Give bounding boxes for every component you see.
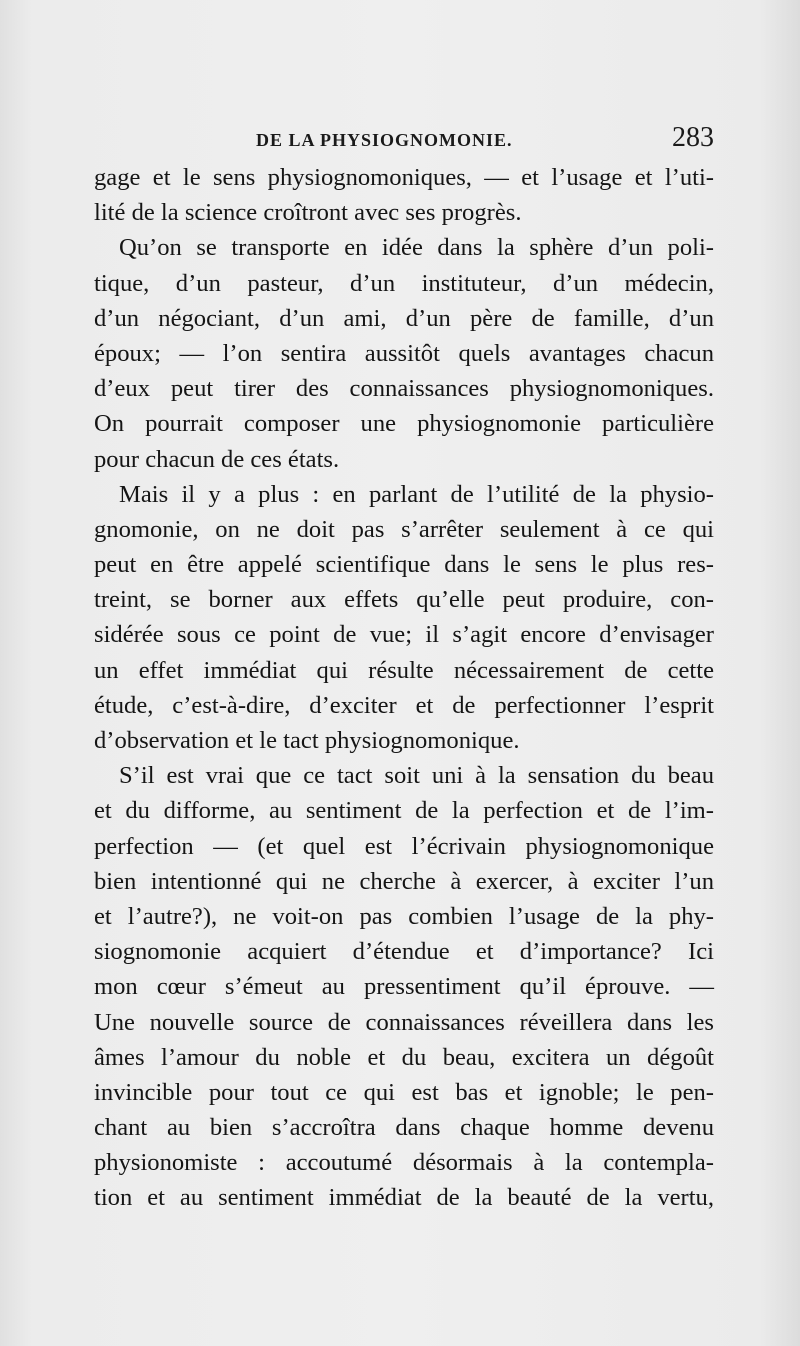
text-line: d’observation et le tact physiognomonique. [94,727,520,754]
text-line: physionomiste : accoutumé désormais à la contempla- [94,1149,714,1177]
text-line: sidérée sous ce point de vue; il s’agit encore d’envisager [94,621,714,649]
text-line: et du difforme, au sentiment de la perfection et de l’im- [94,797,714,825]
text-line: chant au bien s’accroîtra dans chaque homme devenu [94,1114,714,1142]
text-line: tion et au sentiment immédiat de la beauté de la vertu, [94,1184,714,1212]
running-title: DE LA PHYSIOGNOMONIE. [256,130,513,150]
text-line: étude, c’est-à-dire, d’exciter et de perfectionner l’esprit [94,691,714,719]
text-line: bien intentionné qui ne cherche à exercer, à exciter l’un [94,867,714,895]
text-line: treint, se borner aux effets qu’elle peut produire, con- [94,586,714,614]
text-line: d’eux peut tirer des connaissances physiognomoniques. [94,375,714,403]
text-line: un effet immédiat qui résulte nécessairement de cette [94,656,714,684]
text-line: peut en être appelé scientifique dans le sens le plus res- [94,551,714,579]
text-line: d’un négociant, d’un ami, d’un père de famille, d’un [94,304,714,332]
text-line: Qu’on se transporte en idée dans la sphère d’un poli- [119,234,714,262]
text-line: Une nouvelle source de connaissances réveillera dans les [94,1008,714,1036]
page-number: 283 [672,122,714,153]
body-text [94,160,714,1216]
text-line: et l’autre?), ne voit-on pas combien l’usage de la phy- [94,902,714,930]
text-line: pour chacun de ces états. [94,445,340,473]
text-line: gage et le sens physiognomoniques, — et l’usage et l’uti- [94,164,714,191]
text-line: gnomonie, on ne doit pas s’arrêter seulement à ce qui [94,515,714,543]
page-header [256,120,714,154]
text-line: mon cœur s’émeut au pressentiment qu’il éprouve. — [94,973,714,1001]
text-line: invincible pour tout ce qui est bas et ignoble; le pen- [94,1078,714,1106]
text-line: siognomonie acquiert d’étendue et d’importance? Ici [94,938,714,966]
text-line: S’il est vrai que ce tact soit uni à la sensation du beau [119,762,714,790]
text-line: perfection — (et quel est l’écrivain physiognomonique [94,832,714,860]
text-line: époux; — l’on sentira aussitôt quels avantages chacun [94,339,714,367]
text-line: tique, d’un pasteur, d’un instituteur, d’un médecin, [94,269,714,297]
text-line: Mais il y a plus : en parlant de l’utilité de la physio- [119,480,714,508]
text-line: lité de la science croîtront avec ses progrès. [94,199,522,227]
text-line: On pourrait composer une physiognomonie particulière [94,410,714,438]
text-line: âmes l’amour du noble et du beau, excitera un dégoût [94,1043,714,1071]
